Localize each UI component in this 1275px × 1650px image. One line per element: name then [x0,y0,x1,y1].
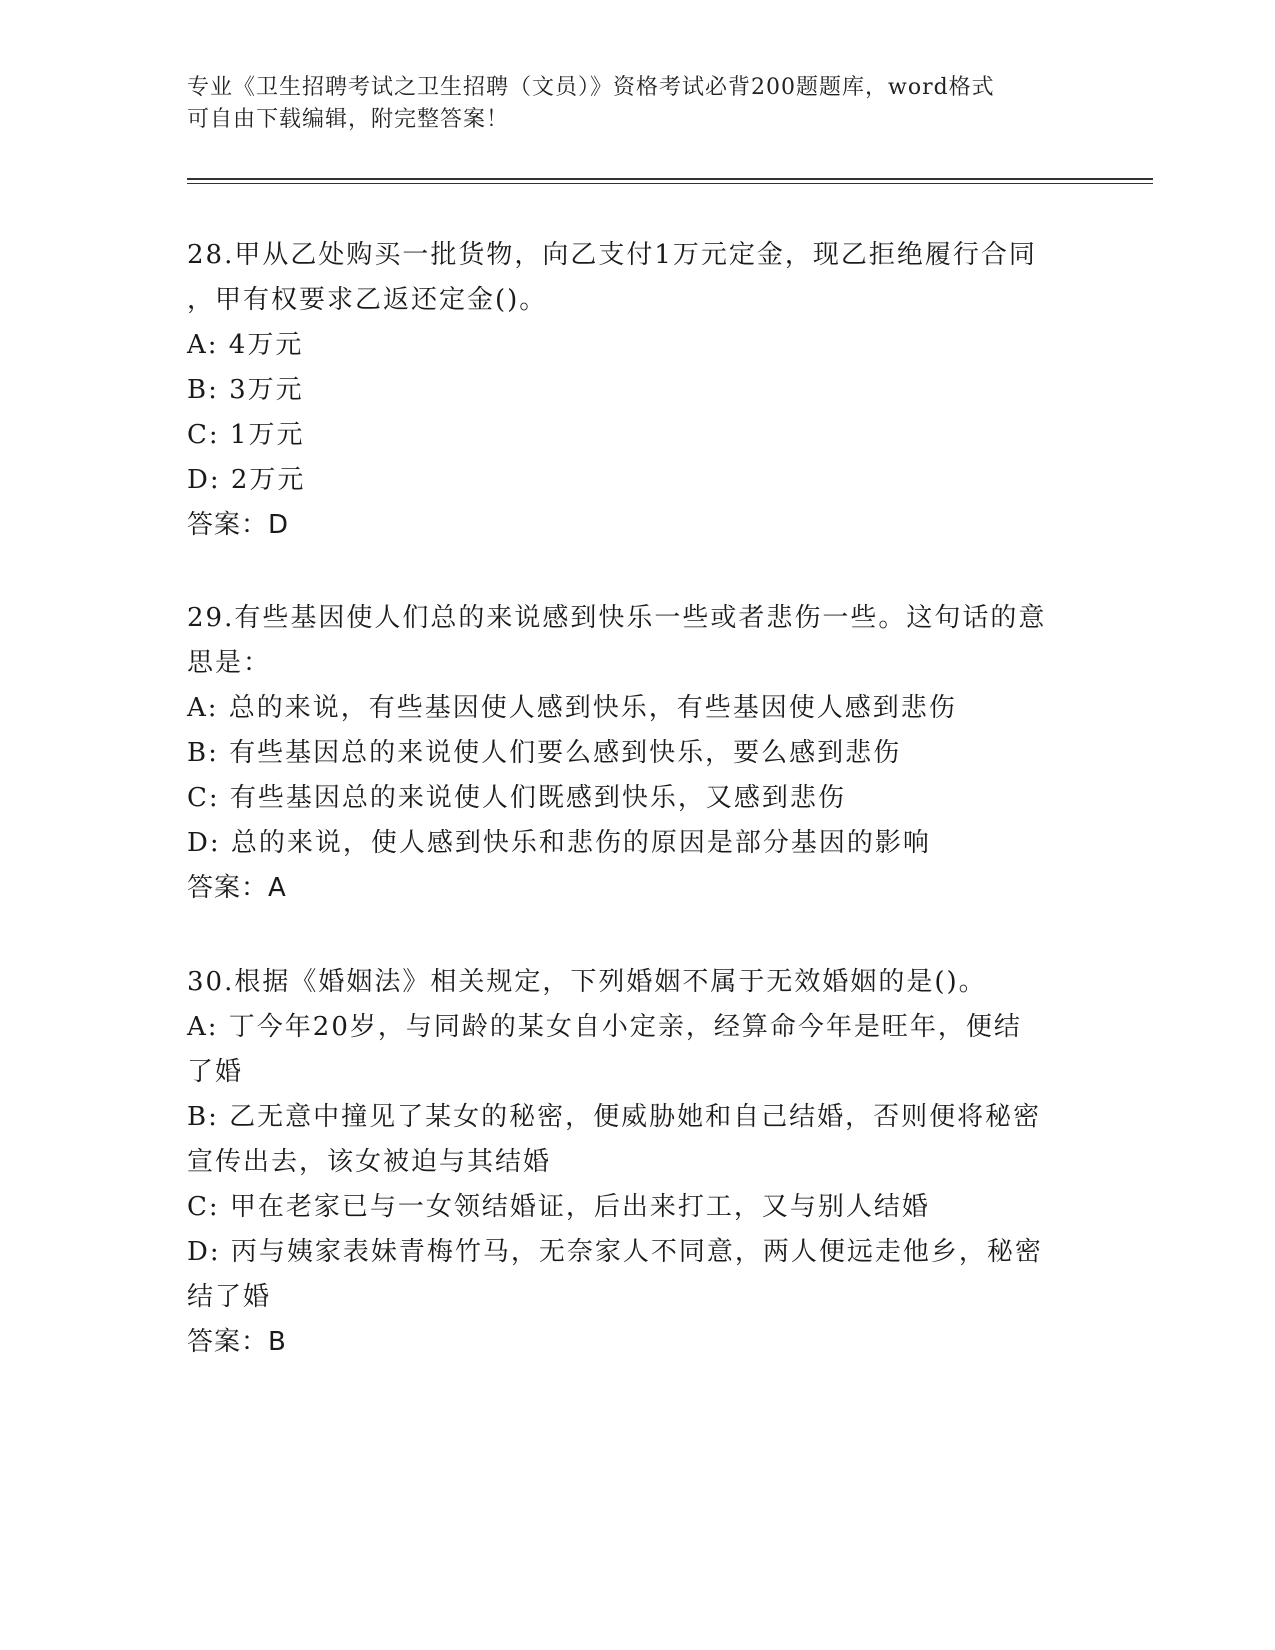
option-d-continued: 结了婚 [187,1282,272,1312]
question-stem-line: ，甲有权要求乙返还定金()。 [187,285,548,315]
answer: 答案：B [187,1327,287,1357]
option-d: D: 丙与姨家表妹青梅竹马，无奈家人不同意，两人便远走他乡，秘密 [187,1237,1043,1267]
header-divider-thick [187,178,1153,180]
option-a-continued: 了婚 [187,1057,244,1087]
option-b-continued: 宣传出去，该女被迫与其结婚 [187,1147,552,1177]
answer: 答案：A [187,873,287,903]
question-stem-line: 29.有些基因使人们总的来说感到快乐一些或者悲伤一些。这句话的意 [187,603,1047,633]
option-c: C: 有些基因总的来说使人们既感到快乐，又感到悲伤 [187,783,846,813]
option-a: A: 4万元 [187,330,304,360]
document-header [187,72,1067,136]
question-30 [187,960,1077,1365]
option-a: A: 丁今年20岁，与同龄的某女自小定亲，经算命今年是旺年，便结 [187,1012,1022,1042]
question-stem-line: 思是： [187,648,272,678]
option-b: B: 有些基因总的来说使人们要么感到快乐，要么感到悲伤 [187,738,902,768]
option-b: B: 3万元 [187,375,304,405]
option-d: D: 2万元 [187,465,306,495]
header-divider-thin [187,183,1153,184]
question-28 [187,233,1077,548]
question-stem-line: 28.甲从乙处购买一批货物，向乙支付1万元定金，现乙拒绝履行合同 [187,240,1037,270]
option-d: D: 总的来说，使人感到快乐和悲伤的原因是部分基因的影响 [187,828,931,858]
answer: 答案：D [187,510,290,540]
option-b: B: 乙无意中撞见了某女的秘密，便威胁她和自己结婚，否则便将秘密 [187,1102,1042,1132]
option-c: C: 1万元 [187,420,305,450]
header-line-2: 可自由下载编辑，附完整答案！ [187,107,510,132]
question-29 [187,596,1077,911]
header-line-1: 专业《卫生招聘考试之卫生招聘（文员）》资格考试必背200题题库，word格式 [187,75,995,100]
question-stem-line: 30.根据《婚姻法》相关规定，下列婚姻不属于无效婚姻的是()。 [187,967,987,997]
option-c: C: 甲在老家已与一女领结婚证，后出来打工，又与别人结婚 [187,1192,930,1222]
option-a: A: 总的来说，有些基因使人感到快乐，有些基因使人感到悲伤 [187,693,957,723]
